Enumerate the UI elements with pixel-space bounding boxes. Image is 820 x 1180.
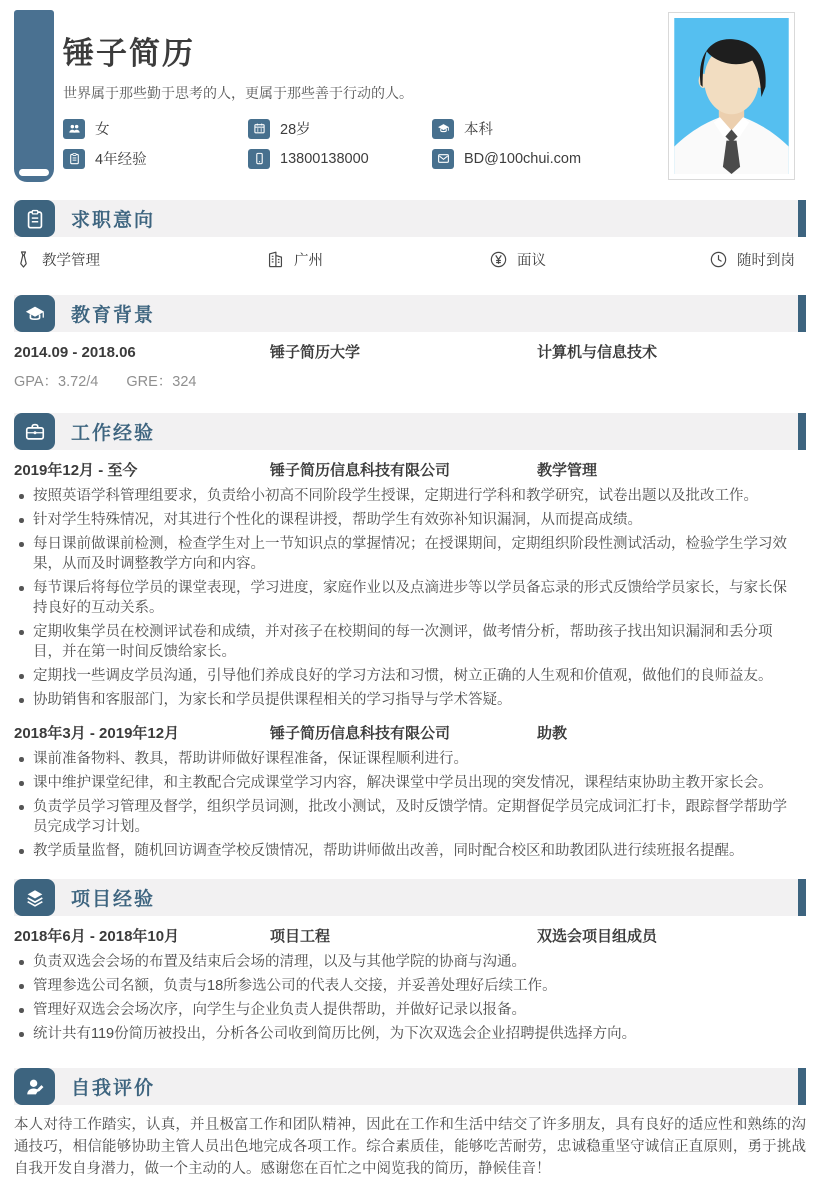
candidate-name: 锤子简历 bbox=[63, 36, 195, 71]
phone-icon bbox=[248, 149, 270, 169]
section-accent-bar bbox=[798, 879, 806, 916]
clock-icon bbox=[709, 250, 728, 269]
gre-value: GRE：324 bbox=[126, 374, 197, 390]
work-period: 2019年12月 - 至今 bbox=[14, 462, 138, 479]
section-project bbox=[14, 879, 806, 916]
avatar-illustration bbox=[674, 18, 789, 174]
candidate-motto: 世界属于那些勤于思考的人，更属于那些善于行动的人。 bbox=[63, 85, 413, 101]
work-entry-row bbox=[14, 724, 806, 744]
graduation-cap-icon bbox=[14, 295, 55, 332]
info-phone bbox=[248, 148, 432, 169]
salary-icon bbox=[489, 250, 508, 269]
section-accent-bar bbox=[798, 295, 806, 332]
layers-icon bbox=[14, 879, 55, 916]
email-icon bbox=[432, 149, 454, 169]
experience-icon bbox=[63, 149, 85, 169]
person-icon bbox=[14, 1068, 55, 1105]
project-entry-row bbox=[14, 927, 806, 947]
work-entry-row bbox=[14, 461, 806, 481]
intention-availability-value: 随时到岗 bbox=[737, 253, 795, 269]
section-title: 项目经验 bbox=[71, 889, 156, 910]
info-age bbox=[248, 118, 432, 139]
project-role: 双选会项目组成员 bbox=[537, 928, 658, 945]
work-role: 助教 bbox=[537, 725, 568, 742]
self-evaluation-text: 本人对待工作踏实，认真，并且极富工作和团队精神，因此在工作和生活中结交了许多朋友，具有良好的适应性和熟练的沟通技巧，相信能够协助主管人员出色地完成各项工作。综合素质佳，能够吃苦耐劳，忠诚稳重坚守诚信正直原则，勇于挑战自我开发自身潜力，做一个主动的人。感谢您在百忙之中阅览我的简历，静候佳音！ bbox=[14, 1117, 806, 1177]
intention-availability bbox=[709, 249, 806, 270]
info-degree-value: 本科 bbox=[464, 122, 493, 138]
resume-header bbox=[0, 0, 820, 190]
intention-city bbox=[266, 249, 489, 270]
education-entry-row bbox=[14, 343, 806, 363]
section-job-intention bbox=[14, 200, 806, 237]
work-bullet-list bbox=[14, 749, 798, 861]
intention-position-value: 教学管理 bbox=[42, 253, 100, 269]
education-school: 锤子简历大学 bbox=[270, 344, 361, 361]
section-self-evaluation bbox=[14, 1068, 806, 1105]
bullet-item: 负责学员学习管理及督学，组织学员词测，批改小测试，及时反馈学情。定期督促学员完成词汇打卡，跟踪督学帮助学员完成学习计划。 bbox=[14, 797, 798, 837]
info-gender-value: 女 bbox=[95, 122, 110, 138]
intention-position bbox=[14, 249, 266, 270]
bullet-item: 针对学生特殊情况，对其进行个性化的课程讲授，帮助学生有效弥补知识漏洞，从而提高成绩。 bbox=[14, 510, 798, 530]
bullet-item: 每日课前做课前检测，检查学生对上一节知识点的掌握情况；在授课期间，定期组织阶段性测试活动，检验学生学习效果，从而及时调整教学方向和内容。 bbox=[14, 534, 798, 574]
project-period: 2018年6月 - 2018年10月 bbox=[14, 928, 180, 945]
info-age-value: 28岁 bbox=[280, 122, 311, 138]
profile-photo bbox=[668, 12, 795, 180]
project-name: 项目工程 bbox=[270, 928, 331, 945]
intention-city-value: 广州 bbox=[294, 253, 323, 269]
bullet-item: 按照英语学科管理组要求，负责给小初高不同阶段学生授课，定期进行学科和教学研究，试卷出题以及批改工作。 bbox=[14, 486, 798, 506]
info-experience-value: 4年经验 bbox=[95, 152, 147, 168]
bullet-item: 管理参选公司名额，负责与18所参选公司的代表人交接，并妥善处理好后续工作。 bbox=[14, 976, 798, 996]
briefcase-icon bbox=[14, 413, 55, 450]
section-accent-bar bbox=[798, 1068, 806, 1105]
work-bullet-list bbox=[14, 486, 798, 710]
section-title: 自我评价 bbox=[71, 1078, 156, 1099]
bullet-item: 定期收集学员在校测评试卷和成绩，并对孩子在校期间的每一次测评，做考情分析，帮助孩子找出知识漏洞和丢分项目，并在第一时间反馈给家长。 bbox=[14, 622, 798, 662]
work-company: 锤子简历信息科技有限公司 bbox=[270, 725, 451, 742]
info-degree bbox=[432, 118, 662, 139]
tie-icon bbox=[14, 250, 33, 269]
work-period: 2018年3月 - 2019年12月 bbox=[14, 725, 180, 742]
building-icon bbox=[266, 250, 285, 269]
project-bullet-list bbox=[14, 952, 798, 1044]
gender-icon bbox=[63, 119, 85, 139]
bullet-item: 负责双选会会场的布置及结束后会场的清理，以及与其他学院的协商与沟通。 bbox=[14, 952, 798, 972]
gpa-value: GPA：3.72/4 bbox=[14, 374, 99, 390]
work-role: 教学管理 bbox=[537, 462, 598, 479]
bullet-item: 课中维护课堂纪律，和主教配合完成课堂学习内容，解决课堂中学员出现的突发情况，课程结束协助主教开家长会。 bbox=[14, 773, 798, 793]
bullet-item: 教学质量监督，随机回访调查学校反馈情况，帮助讲师做出改善，同时配合校区和助教团队进行续班报名提醒。 bbox=[14, 841, 798, 861]
bullet-item: 课前准备物料、教具，帮助讲师做好课程准备，保证课程顺利进行。 bbox=[14, 749, 798, 769]
section-title: 工作经验 bbox=[71, 423, 156, 444]
intention-salary-value: 面议 bbox=[517, 253, 546, 269]
bullet-item: 定期找一些调皮学员沟通，引导他们养成良好的学习方法和习惯，树立正确的人生观和价值观，做他们的良师益友。 bbox=[14, 666, 798, 686]
info-gender bbox=[63, 118, 248, 139]
info-email bbox=[432, 148, 662, 169]
bullet-item: 每节课后将每位学员的课堂表现，学习进度，家庭作业以及点滴进步等以学员备忘录的形式反馈给学员家长，与家长保持良好的互动关系。 bbox=[14, 578, 798, 618]
profile-info-grid bbox=[63, 118, 662, 169]
education-major: 计算机与信息技术 bbox=[537, 344, 658, 361]
info-experience bbox=[63, 148, 248, 169]
bullet-item: 协助销售和客服部门，为家长和学员提供课程相关的学习指导与学术答疑。 bbox=[14, 690, 798, 710]
section-title: 求职意向 bbox=[71, 210, 156, 231]
degree-icon bbox=[432, 119, 454, 139]
header-accent-bar bbox=[14, 10, 54, 182]
clipboard-icon bbox=[14, 200, 55, 237]
bullet-item: 管理好双选会会场次序，向学生与企业负责人提供帮助，并做好记录以报备。 bbox=[14, 1000, 798, 1020]
info-email-value: BD@100chui.com bbox=[464, 150, 582, 167]
section-accent-bar bbox=[798, 200, 806, 237]
age-icon bbox=[248, 119, 270, 139]
intention-row bbox=[14, 249, 806, 270]
section-accent-bar bbox=[798, 413, 806, 450]
education-scores bbox=[14, 370, 806, 391]
work-company: 锤子简历信息科技有限公司 bbox=[270, 462, 451, 479]
section-title: 教育背景 bbox=[71, 305, 156, 326]
header-accent-dash bbox=[19, 169, 49, 176]
section-education bbox=[14, 295, 806, 332]
education-period: 2014.09 - 2018.06 bbox=[14, 344, 136, 361]
bullet-item: 统计共有119份简历被投出，分析各公司收到简历比例，为下次双选会企业招聘提供选择方向。 bbox=[14, 1024, 798, 1044]
info-phone-value: 13800138000 bbox=[280, 150, 369, 167]
intention-salary bbox=[489, 249, 709, 270]
section-work bbox=[14, 413, 806, 450]
